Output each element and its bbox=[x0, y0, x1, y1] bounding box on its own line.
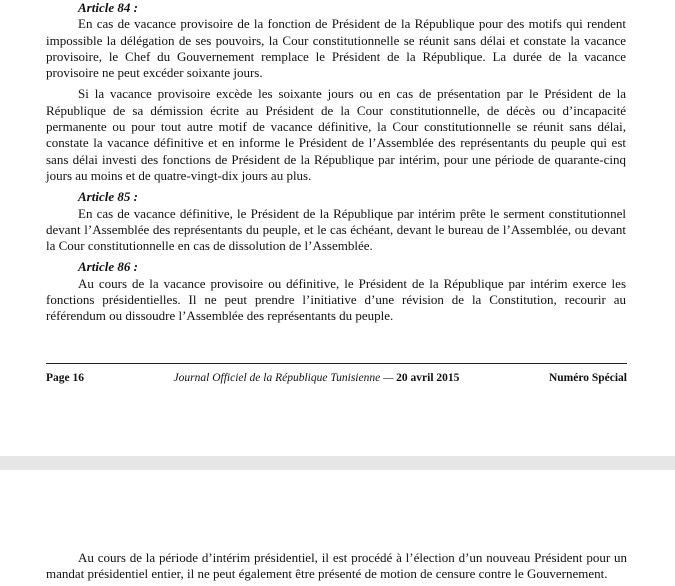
article-paragraph: Si la vacance provisoire excède les soixante jours ou en cas de présentation par le Président de la République de sa démission écrite au Président de la Cour constitutionnelle, de décès ou d’incapacité permanente ou pour tout autre motif de vacance définitive, la Cour constitutionnelle se réunit sans délai, constate la vacance définitive et en informe le Président de l’Assemblée des représentants du peuple qui est sans délai investi des fonctions de Président de la République par intérim, pour une période de quarante-cinq jours au moins et de quatre-vingt-dix jours au plus. bbox=[46, 86, 626, 183]
page-body bbox=[46, 0, 626, 330]
article-title: Article 86 : bbox=[78, 259, 138, 275]
article-paragraph: En cas de vacance provisoire de la fonction de Président de la République pour des motifs qui rendent impossible la délégation de ses pouvoirs, la Cour constitutionnelle se réunit sans délai et constate la vacance provisoire, le Chef du Gouvernement remplace le Président de la République. La durée de la vacance provisoire ne peut excéder soixante jours. bbox=[46, 16, 626, 81]
publication-date: 20 avril 2015 bbox=[396, 372, 460, 384]
page-separator bbox=[0, 456, 675, 470]
page-body bbox=[46, 550, 627, 583]
article-paragraph: Au cours de la vacance provisoire ou définitive, le Président de la République par intérim exerce les fonctions présidentielles. Il ne peut prendre l’initiative d’une révision de la Constitution, recourir au référendum ou dissoudre l’Assemblée des représentants du peuple. bbox=[46, 275, 626, 324]
article-paragraph: En cas de vacance définitive, le Président de la République par intérim prête le serment constitutionnel devant l’Assemblée des représentants du peuple, et le cas échéant, devant le bureau de l’Assemblée, ou devant la Cour constitutionnelle en cas de dissolution de l’Assemblée. bbox=[46, 205, 626, 254]
journal-title bbox=[174, 371, 460, 385]
journal-name: Journal Officiel de la République Tunisienne — bbox=[173, 372, 394, 384]
article-85 bbox=[46, 189, 626, 254]
document-page-bottom bbox=[0, 470, 675, 586]
page-footer bbox=[46, 371, 627, 385]
article-paragraph: Au cours de la période d’intérim présidentiel, il est procédé à l’élection d’un nouveau Président pour un mandat présidentiel entier, il ne peut également être présenté de motion de censure contre le Gouvernement. bbox=[46, 550, 627, 582]
article-title: Article 84 : bbox=[78, 0, 138, 15]
page-number: Page 16 bbox=[46, 372, 85, 384]
article-84 bbox=[46, 0, 626, 184]
article-title: Article 85 : bbox=[78, 189, 138, 205]
article-86 bbox=[46, 259, 626, 324]
footer-divider bbox=[46, 363, 627, 364]
edition-label: Numéro Spécial bbox=[548, 372, 627, 384]
